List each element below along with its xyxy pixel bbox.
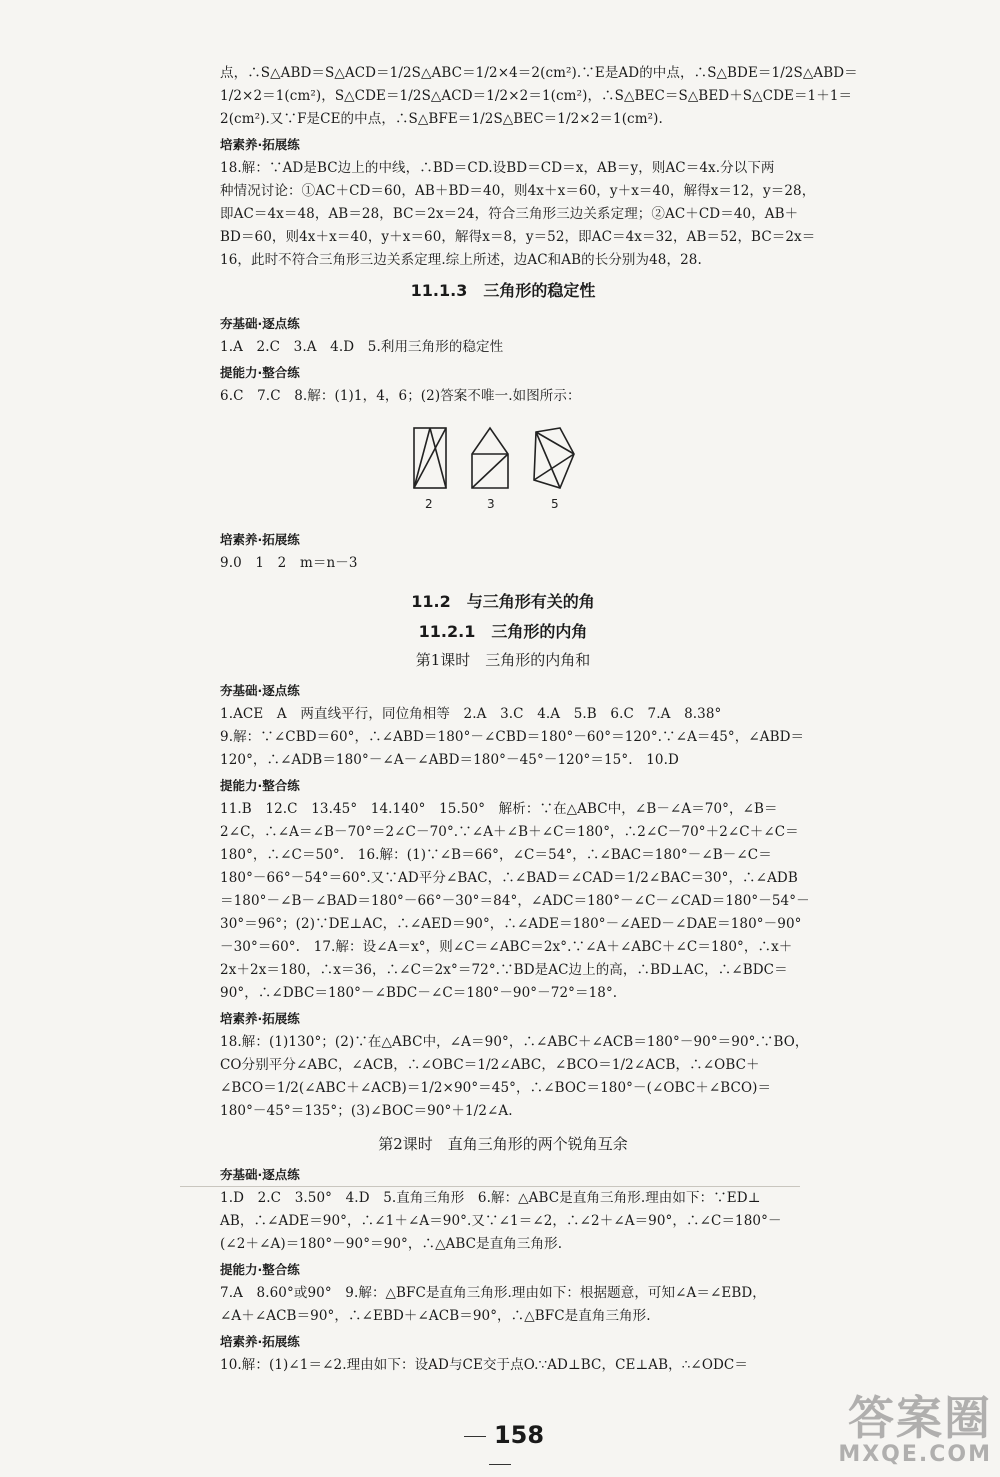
- text-line: 即AC＝4x＝48，AB＝28，BC＝2x＝24，符合三角形三边关系定理；②AC＋CD＝40，AB＋: [220, 206, 799, 222]
- figure-label: 2: [425, 497, 433, 511]
- text-line: 点，∴S△ABD＝S△ACD＝1/2S△ABC＝1/2×4＝2(cm²).∵E是AD的中点，∴S△BDE＝1/2S△ABD＝: [220, 65, 858, 81]
- text-line: 种情况讨论：①AC＋CD＝60，AB＋BD＝40，则4x＋x＝60，y＋x＝40，解得x＝12，y＝28，: [220, 183, 816, 199]
- dash-right: [489, 1464, 511, 1465]
- text-line: 2∠C，∴∠A＝∠B－70°＝2∠C－70°.∵∠A＋∠B＋∠C＝180°，∴2∠C－70°＋2∠C＋∠C＝: [220, 824, 799, 840]
- figure-label: 5: [551, 497, 559, 511]
- text-line: 6.C 7.C 8.解：(1)1，4，6；(2)答案不唯一.如图所示：: [220, 388, 581, 404]
- answer-page: [220, 62, 858, 1377]
- text-line: 9.解：∵∠CBD＝60°，∴∠ABD＝180°－∠CBD＝180°－60°＝120°.∵∠A＝45°，∠ABD＝: [220, 729, 805, 745]
- page-number: [440, 1421, 560, 1477]
- lesson-heading: 第2课时 直角三角形的两个锐角互余: [378, 1135, 628, 1153]
- text-line: 10.解：(1)∠1＝∠2.理由如下：设AD与CE交于点O.∵AD⊥BC，CE⊥AB，∴∠ODC＝: [220, 1357, 748, 1373]
- section-label: 培素养·拓展练: [220, 1011, 300, 1026]
- text-line: 90°，∴∠DBC＝180°－∠BDC－∠C＝180°－90°－72°＝18°.: [220, 985, 618, 1001]
- page-number-value: 158: [493, 1421, 545, 1449]
- section-label: 夯基础·逐点练: [220, 683, 300, 698]
- divider: [180, 1186, 800, 1187]
- text-line: CO分别平分∠ABC，∠ACB，∴∠OBC＝1/2∠ABC，∠BCO＝1/2∠ACB，∴∠OBC＋: [220, 1057, 760, 1073]
- text-line: 16，此时不符合三角形三边关系定理.综上所述，边AC和AB的长分别为48，28.: [220, 252, 702, 268]
- text-line: 18.解：(1)130°；(2)∵在△ABC中，∠A＝90°，∴∠ABC＋∠ACB＝180°－90°＝90°.∵BO，: [220, 1034, 809, 1050]
- watermark-logo: [838, 1382, 992, 1467]
- section-label: 提能力·整合练: [220, 365, 300, 380]
- text-line: (∠2＋∠A)＝180°－90°＝90°，∴△ABC是直角三角形.: [220, 1236, 563, 1252]
- watermark-url: MXQE.COM: [838, 1442, 992, 1467]
- text-line: 1.A 2.C 3.A 4.D 5.利用三角形的稳定性: [220, 339, 504, 355]
- text-line: ∠BCO＝1/2(∠ABC＋∠ACB)＝1/2×90°＝45°，∴∠BOC＝180°－(∠OBC＋∠BCO)＝: [220, 1080, 772, 1096]
- text-line: 30°＝96°；(2)∵DE⊥AC，∴∠AED＝90°，∴∠ADE＝180°－∠AED－∠DAE＝180°－90°: [220, 916, 802, 932]
- text-line: ＝180°－∠B－∠BAD＝180°－66°－30°＝84°，∠ADC＝180°－∠C－∠CAD＝180°－54°－: [220, 893, 810, 909]
- text-line: 180°－45°＝135°；(3)∠BOC＝90°＋1/2∠A.: [220, 1103, 513, 1119]
- text-line: 9.0 1 2 m＝n－3: [220, 555, 358, 571]
- figure-label: 3: [487, 497, 495, 511]
- text-line: －30°＝60°. 17.解：设∠A＝x°，则∠C＝∠ABC＝2x°.∵∠A＋∠ABC＋∠C＝180°，∴x＋: [220, 939, 793, 955]
- polygon-figures: [220, 414, 786, 514]
- text-line: 180°，∴∠C＝50°. 16.解：(1)∵∠B＝66°，∠C＝54°，∴∠BAC＝180°－∠B－∠C＝: [220, 847, 772, 863]
- section-label: 培素养·拓展练: [220, 1334, 300, 1349]
- section-heading: 11.1.3 三角形的稳定性: [410, 281, 596, 300]
- text-line: 180°－66°－54°＝60°.又∵AD平分∠BAC，∴∠BAD＝∠CAD＝1/2∠BAC＝30°，∴∠ADB: [220, 870, 798, 886]
- dash-left: [464, 1436, 486, 1437]
- watermark-text: 答案圈: [848, 1391, 992, 1445]
- chapter-heading: 11.2 与三角形有关的角: [411, 592, 595, 611]
- text-line: 1/2×2＝1(cm²)，S△CDE＝1/2S△ACD＝1/2×2＝1(cm²)，∴S△BEC＝S△BED＋S△CDE＝1＋1＝: [220, 88, 853, 104]
- text-line: 7.A 8.60°或90° 9.解：△BFC是直角三角形.理由如下：根据题意，可知∠A＝∠EBD，: [220, 1285, 766, 1301]
- lesson-heading: 第1课时 三角形的内角和: [415, 651, 591, 669]
- polygon-diagram: [410, 414, 590, 514]
- text-line: BD＝60，则4x＋x＝40，y＋x＝60，解得x＝8，y＝52，即AC＝4x＝32，AB＝52，BC＝2x＝: [220, 229, 816, 245]
- text-line: 1.ACE A 两直线平行，同位角相等 2.A 3.C 4.A 5.B 6.C 7.A 8.38°: [220, 706, 722, 722]
- section-label: 提能力·整合练: [220, 778, 300, 793]
- text-line: 18.解：∵AD是BC边上的中线，∴BD＝CD.设BD＝CD＝x，AB＝y，则AC＝4x.分以下两: [220, 160, 775, 176]
- section-label: 夯基础·逐点练: [220, 316, 300, 331]
- section-heading: 11.2.1 三角形的内角: [418, 622, 588, 641]
- text-line: 1.D 2.C 3.50° 4.D 5.直角三角形 6.解：△ABC是直角三角形.理由如下：∵ED⊥: [220, 1190, 761, 1206]
- text-line: 2x＋2x＝180，∴x＝36，∴∠C＝2x°＝72°.∵BD是AC边上的高，∴BD⊥AC，∴∠BDC＝: [220, 962, 788, 978]
- text-line: ∠A＋∠ACB＝90°，∴∠EBD＋∠ACB＝90°，∴△BFC是直角三角形.: [220, 1308, 651, 1324]
- text-line: 2(cm²).又∵F是CE的中点，∴S△BFE＝1/2S△BEC＝1/2×2＝1(cm²).: [220, 111, 663, 127]
- section-label: 夯基础·逐点练: [220, 1167, 300, 1182]
- section-label: 培素养·拓展练: [220, 532, 300, 547]
- text-line: AB，∴∠ADE＝90°，∴∠1＋∠A＝90°.又∵∠1＝∠2，∴∠2＋∠A＝90°，∴∠C＝180°－: [220, 1213, 782, 1229]
- section-label: 培素养·拓展练: [220, 137, 300, 152]
- section-label: 提能力·整合练: [220, 1262, 300, 1277]
- text-line: 11.B 12.C 13.45° 14.140° 15.50° 解析：∵在△ABC中，∠B－∠A＝70°，∠B＝: [220, 801, 778, 817]
- text-line: 120°，∴∠ADB＝180°－∠A－∠ABD＝180°－45°－120°＝15°. 10.D: [220, 752, 679, 768]
